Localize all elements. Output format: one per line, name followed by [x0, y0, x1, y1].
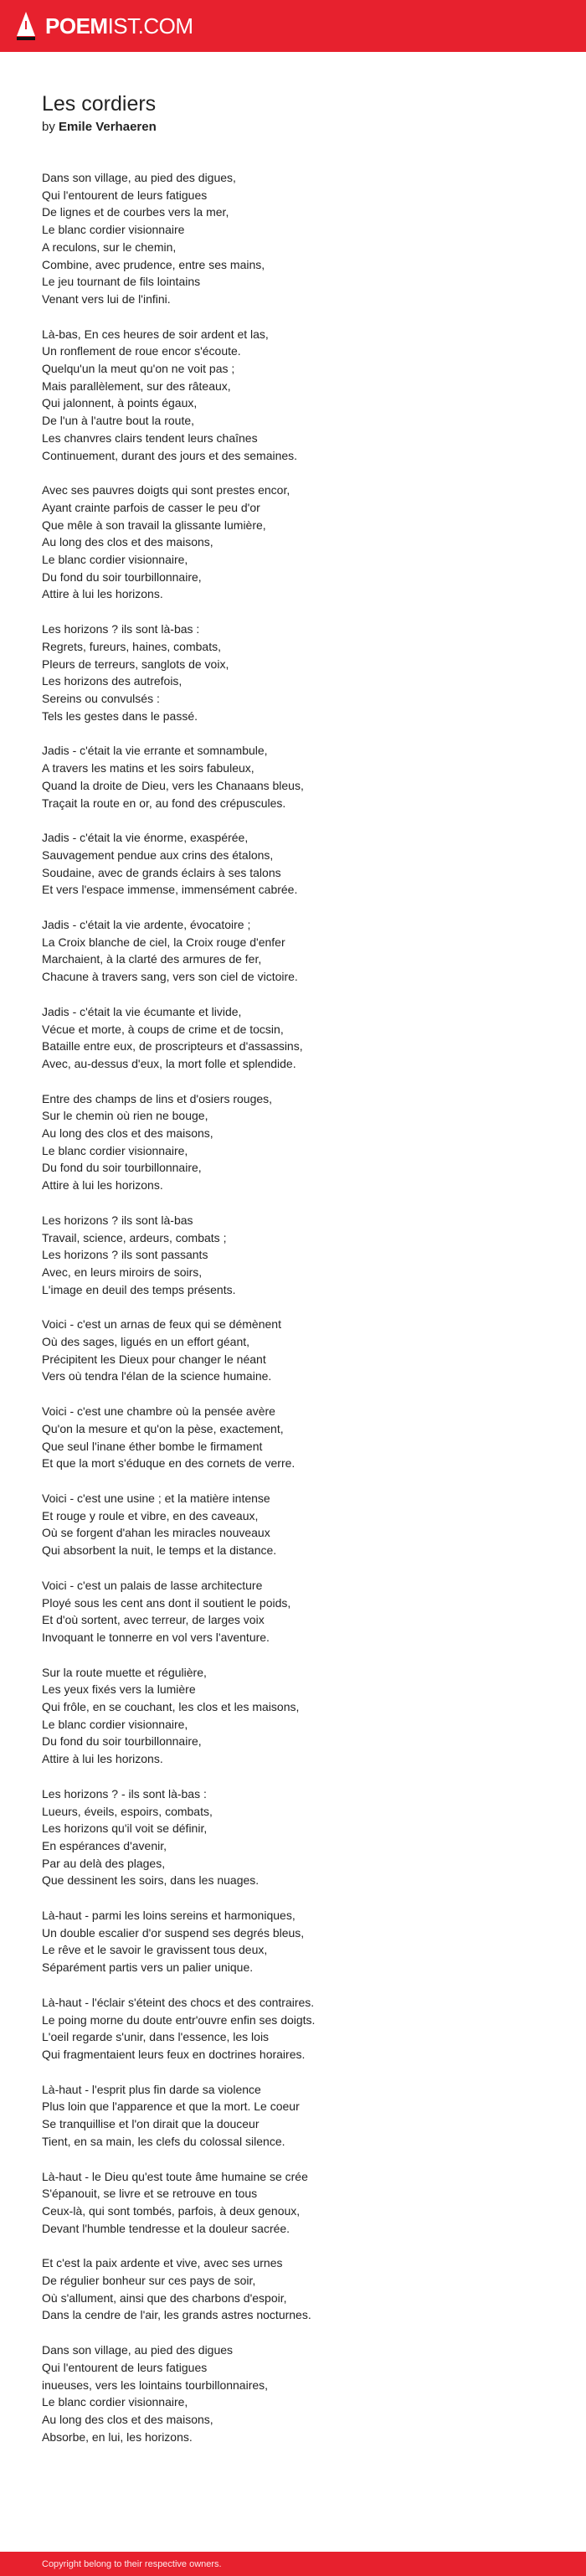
poem-line: Tels les gestes dans le passé.: [42, 708, 198, 723]
poem-line: Qui jalonnent, à points égaux,: [42, 396, 198, 410]
poem-line: Dans la cendre de l'air, les grands astres nocturnes.: [42, 2308, 311, 2322]
poem-line: Du fond du soir tourbillonnaire,: [42, 1734, 202, 1749]
poem-line: Les horizons qu'il voit se définir,: [42, 1821, 208, 1836]
poem-line: Voici - c'est une chambre où la pensée avère: [42, 1404, 275, 1419]
poem-line: Mais parallèlement, sur des râteaux,: [42, 379, 231, 393]
byline-prefix: by: [42, 120, 55, 134]
poem-line: De l'un à l'autre bout la route,: [42, 414, 195, 428]
poem-stanza: [42, 1785, 544, 1889]
poem-line: Avec, au-dessus d'eux, la mort folle et splendide.: [42, 1056, 296, 1070]
poem-line: Un ronflement de roue encor s'écoute.: [42, 344, 241, 358]
poem-line: Attire à lui les horizons.: [42, 1752, 163, 1766]
poem-line: Pleurs de terreurs, sanglots de voix,: [42, 657, 229, 671]
poem-line: Qu'on la mesure et qu'on la pèse, exactement,: [42, 1421, 284, 1435]
poem-line: Sauvagement pendue aux crins des étalons,: [42, 848, 274, 862]
poem-stanza: [42, 916, 544, 986]
poem-line: Où se forgent d'ahan les miracles nouveaux: [42, 1526, 270, 1540]
poem-line: Voici - c'est un arnas de feux qui se démènent: [42, 1317, 281, 1332]
poem-line: Voici - c'est un palais de lasse architecture: [42, 1578, 263, 1592]
poem-line: Absorbe, en lui, les horizons.: [42, 2429, 193, 2444]
poem-line: Qui fragmentaient leurs feux en doctrines horaires.: [42, 2047, 306, 2061]
poem-line: Jadis - c'était la vie ardente, évocatoire ;: [42, 918, 251, 932]
poem-line: Invoquant le tonnerre en vol vers l'aventure.: [42, 1630, 270, 1644]
pen-nib-icon: [15, 11, 37, 41]
poem-line: Traçait la route en or, au fond des crépuscules.: [42, 796, 286, 810]
poem-line: Les horizons ? - ils sont là-bas :: [42, 1786, 207, 1801]
poem-line: Le jeu tournant de fils lointains: [42, 275, 201, 289]
poem-line: Au long des clos et des maisons,: [42, 1126, 213, 1141]
site-logo[interactable]: [15, 8, 193, 44]
poem-line: Qui frôle, en se couchant, les clos et les maisons,: [42, 1700, 300, 1714]
poem-stanza: [42, 1577, 544, 1646]
poem-line: Chacune à travers sang, vers son ciel de victoire.: [42, 970, 298, 984]
poem-line: Devant l'humble tendresse et la douleur sacrée.: [42, 2221, 290, 2235]
site-header: [0, 0, 586, 52]
poem-line: Lueurs, éveils, espoirs, combats,: [42, 1804, 213, 1818]
poem-line: S'épanouit, se livre et se retrouve en tous: [42, 2187, 258, 2201]
logo-text-bold: POEM: [45, 13, 108, 39]
poem-line: Qui l'entourent de leurs fatigues: [42, 2360, 208, 2374]
poem-line: Là-haut - parmi les loins sereins et harmoniques,: [42, 1909, 296, 1923]
poem-line: Que dessinent les soirs, dans les nuages.: [42, 1873, 260, 1888]
poem-line: Que seul l'inane éther bombe le firmament: [42, 1439, 263, 1453]
poem-stanza: [42, 169, 544, 308]
poem-line: Le rêve et le savoir le gravissent tous deux,: [42, 1943, 268, 1957]
poem-line: Jadis - c'était la vie errante et somnambule,: [42, 744, 268, 758]
author-link[interactable]: Emile Verhaeren: [59, 120, 157, 134]
poem-line: L'image en deuil des temps présents.: [42, 1282, 236, 1296]
poem-line: Le blanc cordier visionnaire: [42, 223, 185, 237]
poem-line: Le blanc cordier visionnaire,: [42, 2395, 188, 2409]
poem-line: Les chanvres clairs tendent leurs chaînes: [42, 430, 258, 445]
poem-line: Et c'est la paix ardente et vive, avec ses urnes: [42, 2256, 283, 2270]
poem-line: Tient, en sa main, les clefs du colossal silence.: [42, 2134, 285, 2148]
poem-line: Et d'où sortent, avec terreur, de larges voix: [42, 1613, 265, 1627]
poem-line: Sereins ou convulsés :: [42, 691, 160, 705]
poem-line: Attire à lui les horizons.: [42, 587, 163, 601]
poem-line: Jadis - c'était la vie énorme, exaspérée,: [42, 831, 249, 845]
poem-line: Vécue et morte, à coups de crime et de tocsin,: [42, 1022, 284, 1036]
poem-line: Les horizons des autrefois,: [42, 674, 182, 688]
poem-line: De régulier bonheur sur ces pays de soir,: [42, 2274, 256, 2288]
site-footer: [0, 2552, 586, 2576]
poem-line: Là-haut - le Dieu qu'est toute âme humaine se crée: [42, 2169, 308, 2183]
poem-content: [42, 90, 544, 2463]
poem-line: Où s'allument, ainsi que des charbons d'espoir,: [42, 2290, 287, 2305]
logo-text-light: IST.COM: [107, 13, 193, 39]
poem-line: inueuses, vers les lointains tourbillonnaires,: [42, 2378, 269, 2392]
poem-line: Quelqu'un la meut qu'on ne voit pas ;: [42, 362, 235, 376]
poem-line: Les yeux fixés vers la lumière: [42, 1682, 196, 1697]
poem-line: Et que la mort s'éduque en des cornets de verre.: [42, 1456, 296, 1471]
poem-line: Continuement, durant des jours et des semaines.: [42, 448, 298, 462]
poem-byline: [42, 119, 544, 136]
poem-line: Quand la droite de Dieu, vers les Chanaans bleus,: [42, 778, 304, 792]
poem-stanza: [42, 482, 544, 603]
poem-stanza: [42, 1664, 544, 1768]
poem-line: Voici - c'est une usine ; et la matière intense: [42, 1492, 270, 1505]
poem-line: De lignes et de courbes vers la mer,: [42, 205, 229, 219]
poem-line: Un double escalier d'or suspend ses degrés bleus,: [42, 1925, 305, 1940]
poem-line: Avec ses pauvres doigts qui sont prestes encor,: [42, 483, 290, 497]
poem-stanza: [42, 2342, 544, 2445]
poem-line: A travers les matins et les soirs fabuleux,: [42, 761, 254, 775]
poem-line: Marchaient, à la clarté des armures de fer,: [42, 952, 262, 966]
poem-line: Précipitent les Dieux pour changer le néant: [42, 1352, 266, 1366]
poem-line: Du fond du soir tourbillonnaire,: [42, 1161, 202, 1175]
poem-line: Le blanc cordier visionnaire,: [42, 1717, 188, 1731]
poem-stanza: [42, 1994, 544, 2063]
poem-line: Le poing morne du doute entr'ouvre enfin ses doigts.: [42, 2012, 316, 2027]
poem-stanza: [42, 326, 544, 465]
poem-line: Où des sages, ligués en un effort géant,: [42, 1335, 250, 1349]
poem-line: Qui absorbent la nuit, le temps et la distance.: [42, 1543, 277, 1558]
poem-line: Séparément partis vers un palier unique.: [42, 1960, 254, 1975]
poem-line: Bataille entre eux, de proscripteurs et d'assassins,: [42, 1039, 303, 1054]
poem-stanza: [42, 1403, 544, 1472]
poem-line: Au long des clos et des maisons,: [42, 2412, 213, 2426]
poem-line: Les horizons ? ils sont là-bas: [42, 1213, 193, 1227]
poem-line: Ayant crainte parfois de casser le peu d'or: [42, 500, 260, 514]
poem-line: Ployé sous les cent ans dont il soutient le poids,: [42, 1595, 291, 1610]
poem-line: Vers où tendra l'élan de la science humaine.: [42, 1369, 272, 1383]
poem-line: Le blanc cordier visionnaire,: [42, 553, 188, 567]
poem-line: Combine, avec prudence, entre ses mains,: [42, 257, 265, 271]
poem-line: Le blanc cordier visionnaire,: [42, 1143, 188, 1157]
poem-line: Jadis - c'était la vie écumante et livide,: [42, 1004, 242, 1018]
poem-stanza: [42, 1907, 544, 1976]
poem-line: Venant vers lui de l'infini.: [42, 291, 171, 306]
poem-line: Sur le chemin où rien ne bouge,: [42, 1109, 208, 1123]
poem-line: Ceux-là, qui sont tombés, parfois, à deux genoux,: [42, 2203, 301, 2218]
poem-line: Au long des clos et des maisons,: [42, 535, 213, 549]
poem-line: Avec, en leurs miroirs de soirs,: [42, 1265, 203, 1279]
poem-stanza: [42, 1090, 544, 1194]
poem-line: Sur la route muette et régulière,: [42, 1665, 207, 1679]
poem-line: L'oeil regarde s'unir, dans l'essence, les lois: [42, 2030, 270, 2044]
poem-line: En espérances d'avenir,: [42, 1838, 167, 1852]
poem-line: Dans son village, au pied des digues: [42, 2343, 234, 2357]
poem-line: La Croix blanche de ciel, la Croix rouge d'enfer: [42, 935, 285, 949]
poem-line: Soudaine, avec de grands éclairs à ses talons: [42, 865, 281, 879]
poem-stanza: [42, 1490, 544, 1559]
poem-line: Plus loin que l'apparence et que la mort. Le coeur: [42, 2099, 300, 2114]
poem-stanza: [42, 2254, 544, 2324]
poem-line: Et vers l'espace immense, immensément cabrée.: [42, 883, 298, 897]
logo-text: [45, 15, 193, 37]
poem-line: Là-haut - l'éclair s'éteint des chocs et des contraires.: [42, 1995, 315, 2009]
poem-line: Les horizons ? ils sont là-bas :: [42, 622, 200, 636]
poem-stanza: [42, 2168, 544, 2238]
poem-stanza: [42, 621, 544, 724]
poem-line: Attire à lui les horizons.: [42, 1178, 163, 1193]
poem-line: Que mêle à son travail la glissante lumière,: [42, 518, 266, 532]
poem-stanza: [42, 1003, 544, 1073]
poem-line: Là-bas, En ces heures de soir ardent et las,: [42, 327, 269, 341]
poem-line: Là-haut - l'esprit plus fin darde sa violence: [42, 2082, 261, 2096]
poem-line: Dans son village, au pied des digues,: [42, 171, 236, 184]
poem-line: Les horizons ? ils sont passants: [42, 1248, 208, 1262]
poem-line: Regrets, fureurs, haines, combats,: [42, 639, 221, 653]
poem-stanza: [42, 1316, 544, 1385]
poem-line: Du fond du soir tourbillonnaire,: [42, 569, 202, 584]
poem-stanza: [42, 829, 544, 899]
poem-stanza: [42, 1212, 544, 1299]
poem-line: Par au delà des plages,: [42, 1856, 166, 1870]
poem-title: Les cordiers: [42, 92, 157, 116]
poem-stanza: [42, 742, 544, 811]
poem-line: A reculons, sur le chemin,: [42, 240, 177, 254]
poem-body: [42, 169, 544, 2445]
poem-line: Et rouge y roule et vibre, en des caveaux,: [42, 1508, 259, 1522]
poem-line: Se tranquillise et l'on dirait que la douceur: [42, 2117, 260, 2131]
copyright-text: Copyright belong to their respective owners.: [42, 2559, 222, 2569]
poem-line: Qui l'entourent de leurs fatigues: [42, 188, 208, 202]
poem-line: Entre des champs de lins et d'osiers rouges,: [42, 1091, 273, 1105]
poem-line: Travail, science, ardeurs, combats ;: [42, 1230, 227, 1244]
poem-stanza: [42, 2081, 544, 2151]
